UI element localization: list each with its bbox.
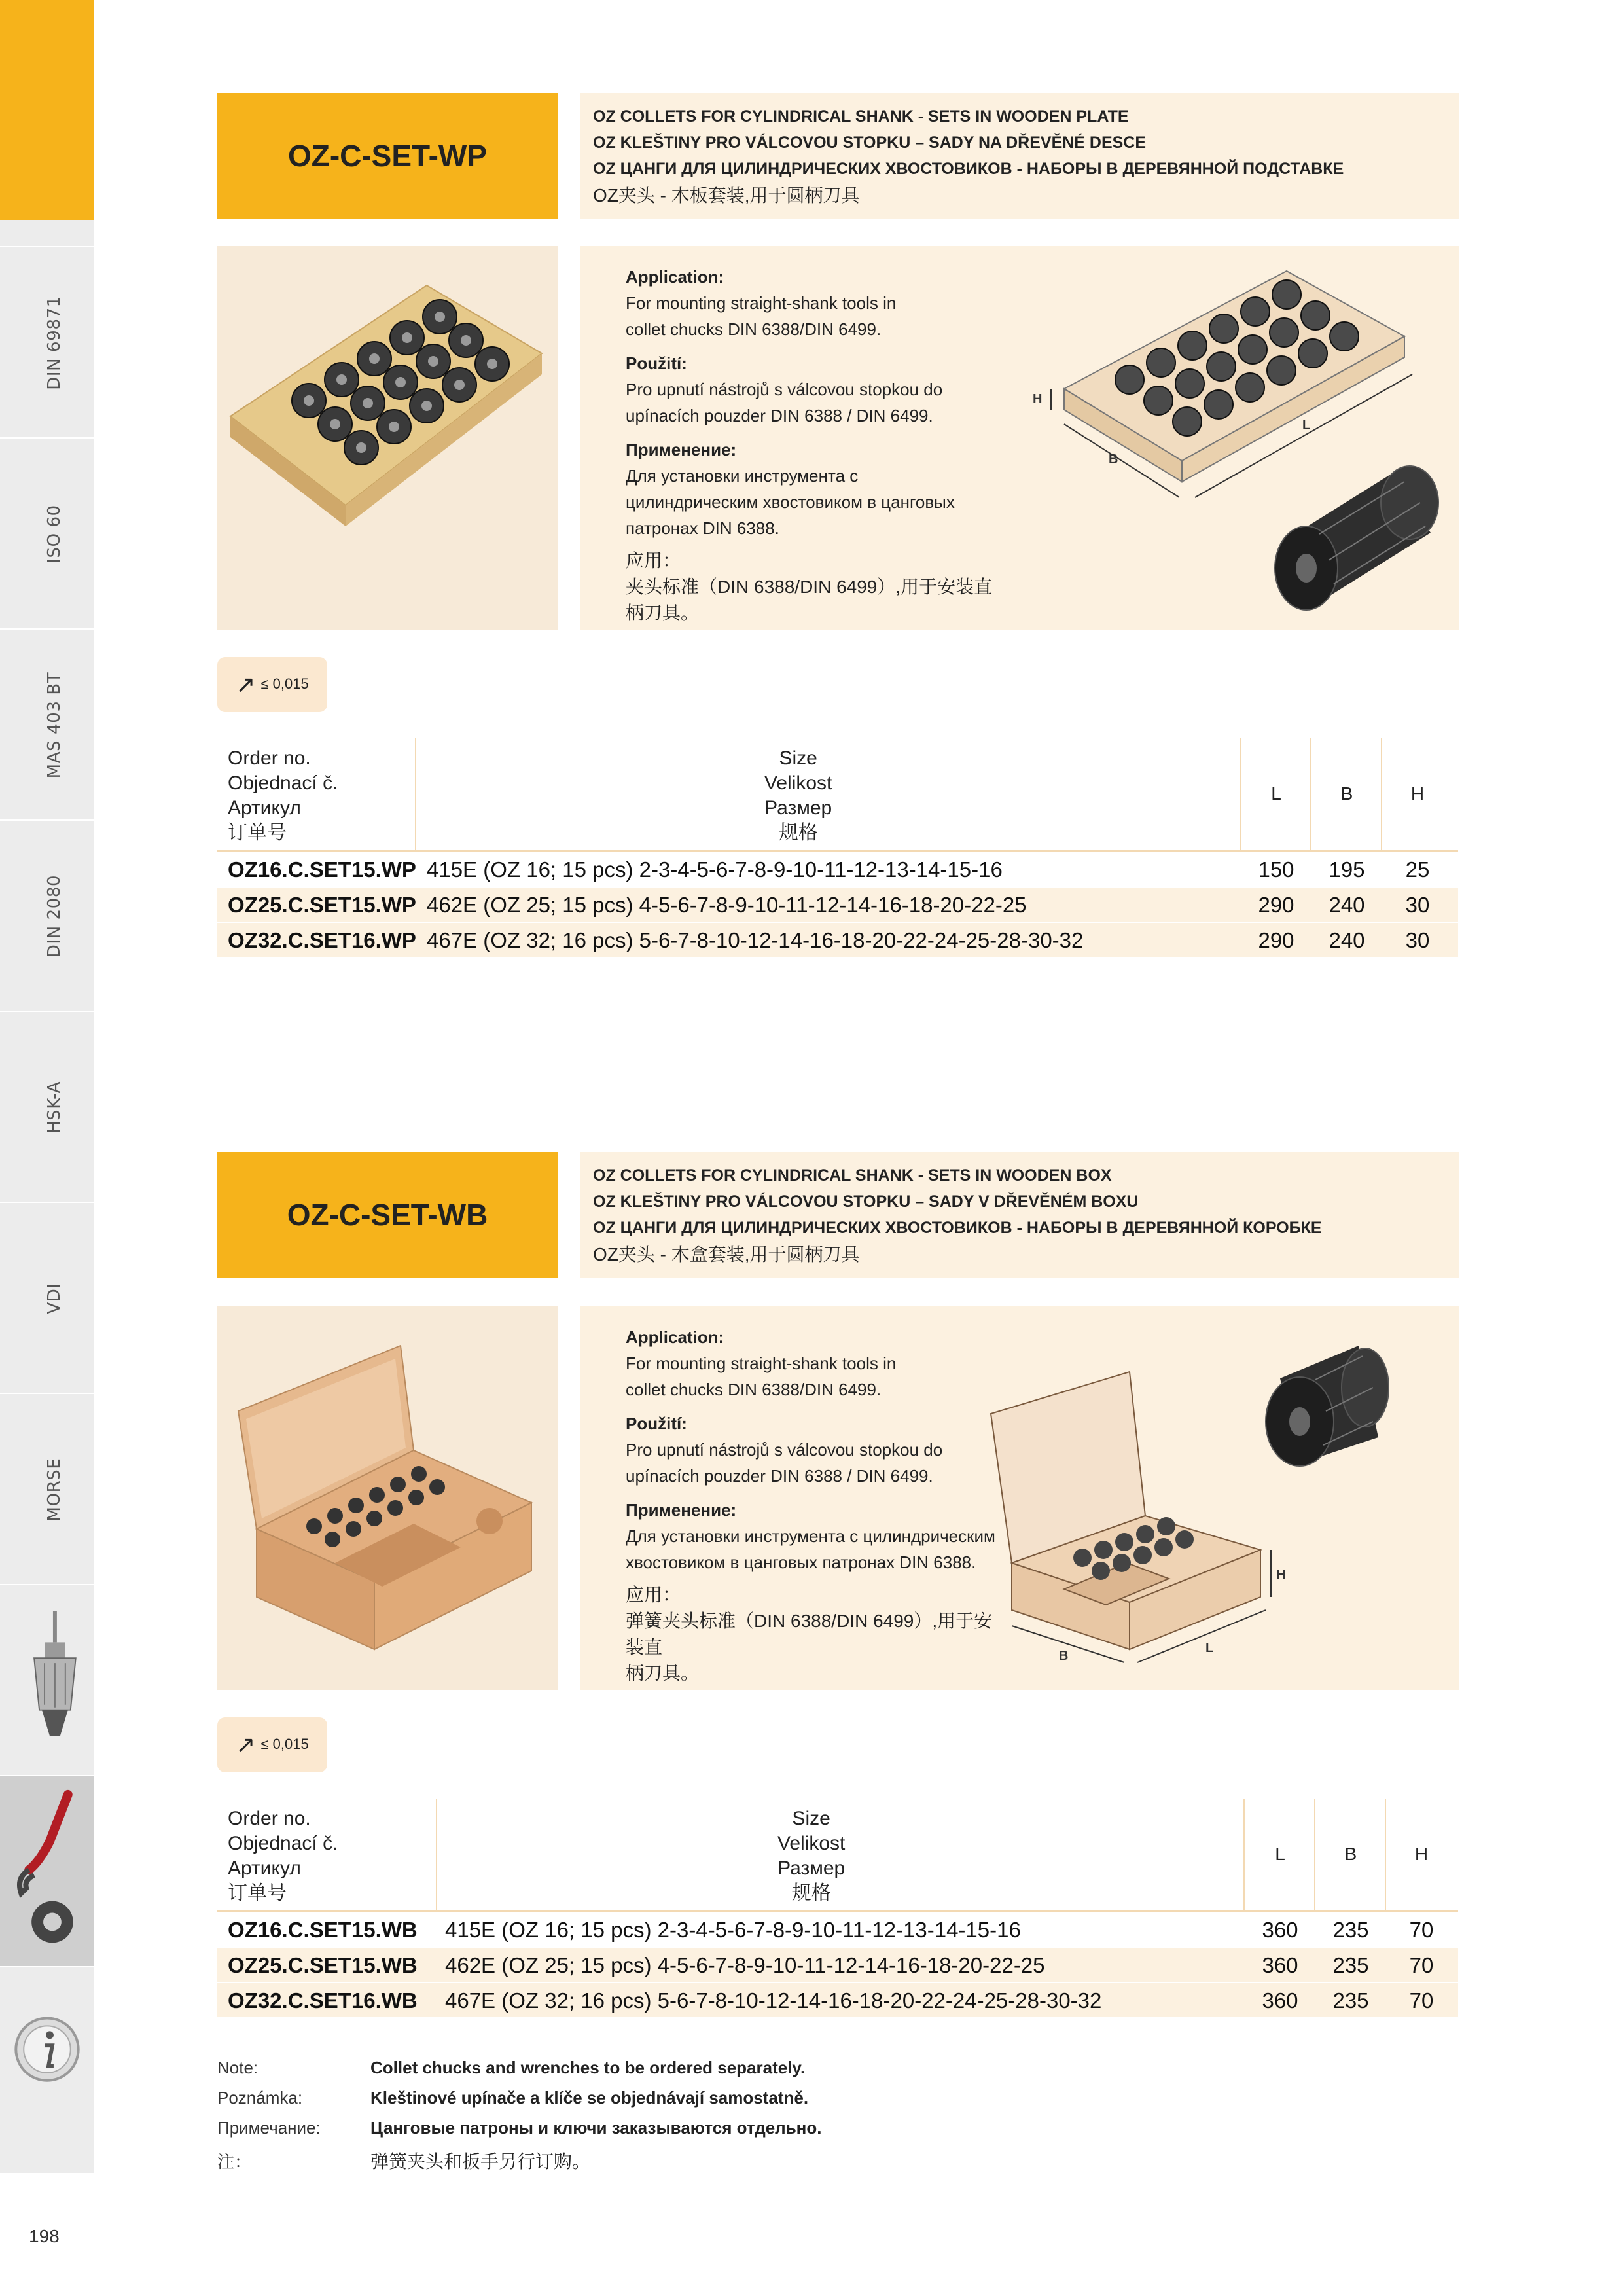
header-size-cz: Velikost (764, 772, 832, 795)
note-row (217, 2145, 1448, 2176)
sidebar-tab-label: HSK-A (45, 1081, 65, 1133)
header-order-en: Order no. (228, 747, 311, 770)
application-cn-heading: 应用： (626, 1584, 681, 1605)
row-b: 235 (1332, 1954, 1369, 1978)
row-h: 70 (1409, 1919, 1434, 1943)
sidebar-tab-label: ISO 60 (45, 504, 65, 563)
application-ru-heading: Применение: (626, 440, 737, 459)
column-divider (436, 1799, 437, 1910)
table-row[interactable] (217, 1983, 1458, 2018)
note-row (217, 2085, 1448, 2115)
sidebar-tab-label: DIN 2080 (45, 874, 65, 958)
page-number: 198 (29, 2225, 60, 2246)
title-cz: OZ KLEŠTINY PRO VÁLCOVOU STOPKU – SADY V DŘEVĚNÉM BOXU (593, 1193, 1139, 1211)
row-l: 360 (1262, 1990, 1298, 2013)
header-size-ru: Размер (777, 1857, 846, 1880)
row-b: 235 (1332, 1919, 1369, 1943)
concentricity-tolerance-badge (217, 657, 327, 712)
sidebar-tab-iso-60[interactable] (0, 437, 94, 628)
title-cn: OZ夹头 - 木盒套装,用于圆柄刀具 (593, 1244, 860, 1265)
application-text (626, 1325, 1005, 1686)
title-cn: OZ夹头 - 木板套装,用于圆柄刀具 (593, 185, 860, 206)
application-cn-line: 柄刀具。 (626, 1662, 699, 1683)
header-size (764, 746, 832, 846)
application-ru-line: цилиндрическим хвостовиком в цанговых (626, 492, 955, 512)
note-text: Цанговые патроны и ключи заказываются отдельно. (370, 2118, 822, 2138)
diagram-label-b: B (1059, 1649, 1069, 1663)
note-text: Collet chucks and wrenches to be ordered separately. (370, 2058, 806, 2077)
column-divider (1381, 738, 1382, 850)
application-cz-line: Pro upnutí nástrojů s válcovou stopkou do (626, 1440, 943, 1460)
application-en-line: For mounting straight-shank tools in (626, 1354, 897, 1373)
table-header (217, 1799, 1458, 1912)
row-size: 467E (OZ 32; 16 pcs) 5-6-7-8-10-12-14-16-18-20-22-24-25-28-30-32 (445, 1990, 1102, 2013)
row-size: 415E (OZ 16; 15 pcs) 2-3-4-5-6-7-8-9-10-11-12-13-14-15-16 (445, 1919, 1021, 1943)
sidebar-tab-label: DIN 69871 (45, 295, 65, 389)
header-h: H (1414, 1843, 1429, 1864)
table-row[interactable] (217, 888, 1458, 923)
row-order-code: OZ32.C.SET16.WP (228, 929, 416, 953)
diagram-label-h: H (1033, 392, 1043, 406)
application-cz-line: Pro upnutí nástrojů s válcovou stopkou do (626, 380, 943, 399)
note-row (217, 2055, 1448, 2085)
title-ru: OZ ЦАНГИ ДЛЯ ЦИЛИНДРИЧЕСКИХ ХВОСТОВИКОВ - НАБОРЫ В ДЕРЕВЯННОЙ КОРОБКЕ (593, 1219, 1322, 1237)
table-row[interactable] (217, 1912, 1458, 1948)
order-table-wb (217, 1799, 1458, 2018)
table-row[interactable] (217, 852, 1458, 888)
sidebar-tab-morse[interactable] (0, 1393, 94, 1584)
row-order-code: OZ16.C.SET15.WP (228, 859, 416, 882)
row-b: 240 (1329, 894, 1365, 918)
header-order-cn: 订单号 (228, 1882, 287, 1905)
row-l: 290 (1258, 894, 1294, 918)
product-code-banner: OZ-C-SET-WP (217, 93, 558, 219)
application-ru-line: Для установки инструмента с цилиндрическим (626, 1526, 995, 1546)
runout-arrow-icon: ↗ (236, 1732, 256, 1758)
column-divider (1310, 738, 1311, 850)
row-h: 70 (1409, 1954, 1434, 1978)
column-divider (415, 738, 416, 850)
row-order-code: OZ25.C.SET15.WP (228, 894, 416, 918)
plate-dimension-diagram (1025, 264, 1444, 618)
sidebar-tab-label: VDI (45, 1282, 65, 1314)
tolerance-value: ≤ 0,015 (260, 677, 309, 692)
application-ru-line: патронах DIN 6388. (626, 518, 779, 538)
header-order-no (228, 746, 338, 846)
application-cn-heading: 应用： (626, 550, 681, 571)
table-header (217, 738, 1458, 852)
sidebar-tab-collets[interactable] (0, 1775, 94, 1966)
sidebar-tab-hsk-a[interactable] (0, 1011, 94, 1202)
row-b: 240 (1329, 929, 1365, 953)
collet-plate-photo (217, 246, 558, 630)
diagram-label-b: B (1109, 452, 1118, 467)
application-cn-line: 弹簧夹头标准（DIN 6388/DIN 6499）,用于安装直 (626, 1610, 993, 1657)
header-order-en: Order no. (228, 1808, 311, 1830)
sidebar-tab-label: MORSE (45, 1457, 65, 1521)
application-panel (580, 1306, 1459, 1690)
diagram-label-h: H (1276, 1568, 1286, 1582)
application-text (626, 264, 1005, 626)
application-ru-line: хвостовиком в цанговых патронах DIN 6388. (626, 1552, 976, 1572)
header-order-ru: Артикул (228, 797, 301, 819)
header-size-ru: Размер (764, 797, 832, 819)
collet-wrench-icon (0, 1776, 94, 1966)
note-row (217, 2115, 1448, 2145)
product-photo-wooden-plate (217, 246, 558, 630)
row-order-code: OZ25.C.SET15.WB (228, 1954, 418, 1978)
application-en-line: collet chucks DIN 6388/DIN 6499. (626, 319, 882, 339)
sidebar-tab-vdi[interactable] (0, 1202, 94, 1393)
table-row[interactable] (217, 1948, 1458, 1983)
application-cn-line: 夹头标准（DIN 6388/DIN 6499）,用于安装直柄刀具。 (626, 576, 993, 623)
sidebar-tab-drill-chuck[interactable] (0, 1584, 94, 1775)
note-text: Kleštinové upínače a klíče se objednávají samostatně. (370, 2088, 809, 2108)
title-en: OZ COLLETS FOR CYLINDRICAL SHANK - SETS IN WOODEN PLATE (593, 107, 1129, 126)
column-divider (1240, 738, 1241, 850)
order-table-wp (217, 738, 1458, 958)
header-size-en: Size (792, 1808, 830, 1830)
row-h: 70 (1409, 1990, 1434, 2013)
application-cz-heading: Použití: (626, 1414, 687, 1433)
header-order-no (228, 1806, 338, 1906)
sidebar-tab-din-69871[interactable] (0, 246, 94, 437)
header-b: B (1344, 1843, 1357, 1864)
row-size: 462E (OZ 25; 15 pcs) 4-5-6-7-8-9-10-11-12-14-16-18-20-22-25 (445, 1954, 1045, 1978)
column-divider (1385, 1799, 1386, 1910)
note-label: Note: (217, 2058, 259, 2077)
ordering-note (217, 2055, 1448, 2176)
sidebar-tab-mas-403-bt[interactable] (0, 628, 94, 819)
header-size-cn: 规格 (778, 822, 818, 844)
header-l: L (1275, 1843, 1285, 1864)
header-size-cn: 规格 (791, 1882, 831, 1905)
collet-detail-image (1266, 1346, 1389, 1466)
row-h: 30 (1405, 894, 1430, 918)
row-l: 360 (1262, 1919, 1298, 1943)
header-h: H (1410, 783, 1425, 804)
header-b: B (1340, 783, 1353, 804)
note-label: Примечание: (217, 2118, 321, 2138)
row-size: 415E (OZ 16; 15 pcs) 2-3-4-5-6-7-8-9-10-11-12-13-14-15-16 (427, 859, 1003, 882)
concentricity-tolerance-badge (217, 1717, 327, 1772)
table-row[interactable] (217, 923, 1458, 958)
row-b: 195 (1329, 859, 1365, 882)
runout-arrow-icon: ↗ (236, 672, 256, 698)
application-panel (580, 246, 1459, 630)
collet-detail-image (1275, 466, 1438, 610)
row-l: 360 (1262, 1954, 1298, 1978)
row-size: 462E (OZ 25; 15 pcs) 4-5-6-7-8-9-10-11-12-14-16-18-20-22-25 (427, 894, 1027, 918)
column-divider (1314, 1799, 1315, 1910)
title-cz: OZ KLEŠTINY PRO VÁLCOVOU STOPKU – SADY NA DŘEVĚNÉ DESCE (593, 134, 1147, 152)
category-sidebar (0, 0, 94, 2173)
application-en-heading: Application: (626, 267, 724, 287)
title-en: OZ COLLETS FOR CYLINDRICAL SHANK - SETS IN WOODEN BOX (593, 1166, 1112, 1185)
application-ru-line: Для установки инструмента с (626, 466, 859, 486)
tolerance-value: ≤ 0,015 (260, 1737, 309, 1753)
application-en-heading: Application: (626, 1327, 724, 1347)
note-label: Poznámka: (217, 2088, 303, 2108)
product-title-box (580, 93, 1459, 219)
row-size: 467E (OZ 32; 16 pcs) 5-6-7-8-10-12-14-16-18-20-22-24-25-28-30-32 (427, 929, 1084, 953)
product-photo-wooden-box (217, 1306, 558, 1690)
product-title-box (580, 1152, 1459, 1278)
box-dimension-diagram (972, 1319, 1457, 1686)
product-code-banner: OZ-C-SET-WB (217, 1152, 558, 1278)
row-l: 150 (1258, 859, 1294, 882)
collet-box-photo (217, 1306, 558, 1690)
title-ru: OZ ЦАНГИ ДЛЯ ЦИЛИНДРИЧЕСКИХ ХВОСТОВИКОВ - НАБОРЫ В ДЕРЕВЯННОЙ ПОДСТАВКЕ (593, 160, 1344, 178)
header-order-cz: Objednací č. (228, 772, 338, 795)
header-size (777, 1806, 845, 1906)
sidebar-tab-din-2080[interactable] (0, 819, 94, 1011)
row-order-code: OZ32.C.SET16.WB (228, 1990, 418, 2013)
application-cz-line: upínacích pouzder DIN 6388 / DIN 6499. (626, 406, 933, 425)
header-size-cz: Velikost (777, 1833, 846, 1855)
sidebar-tab-label: MAS 403 BT (45, 671, 65, 778)
row-b: 235 (1332, 1990, 1369, 2013)
diagram-label-l: L (1205, 1641, 1214, 1655)
info-icon (0, 1967, 94, 2157)
column-divider (1243, 1799, 1245, 1910)
application-cz-line: upínacích pouzder DIN 6388 / DIN 6499. (626, 1466, 933, 1486)
header-size-en: Size (779, 747, 817, 770)
diagram-label-l: L (1302, 418, 1311, 433)
note-label: 注： (217, 2152, 252, 2172)
application-ru-heading: Применение: (626, 1500, 737, 1520)
header-order-ru: Артикул (228, 1857, 301, 1880)
drill-chuck-icon (0, 1585, 94, 1775)
header-order-cz: Objednací č. (228, 1833, 338, 1855)
sidebar-tab-info[interactable] (0, 1966, 94, 2157)
application-en-line: collet chucks DIN 6388/DIN 6499. (626, 1380, 882, 1399)
row-order-code: OZ16.C.SET15.WB (228, 1919, 418, 1943)
application-cz-heading: Použití: (626, 353, 687, 373)
header-order-cn: 订单号 (228, 822, 287, 844)
row-h: 25 (1405, 859, 1430, 882)
header-l: L (1271, 783, 1281, 804)
sidebar-accent-block (0, 0, 94, 220)
note-text: 弹簧夹头和扳手另行订购。 (370, 2151, 590, 2172)
row-h: 30 (1405, 929, 1430, 953)
application-en-line: For mounting straight-shank tools in (626, 293, 897, 313)
row-l: 290 (1258, 929, 1294, 953)
